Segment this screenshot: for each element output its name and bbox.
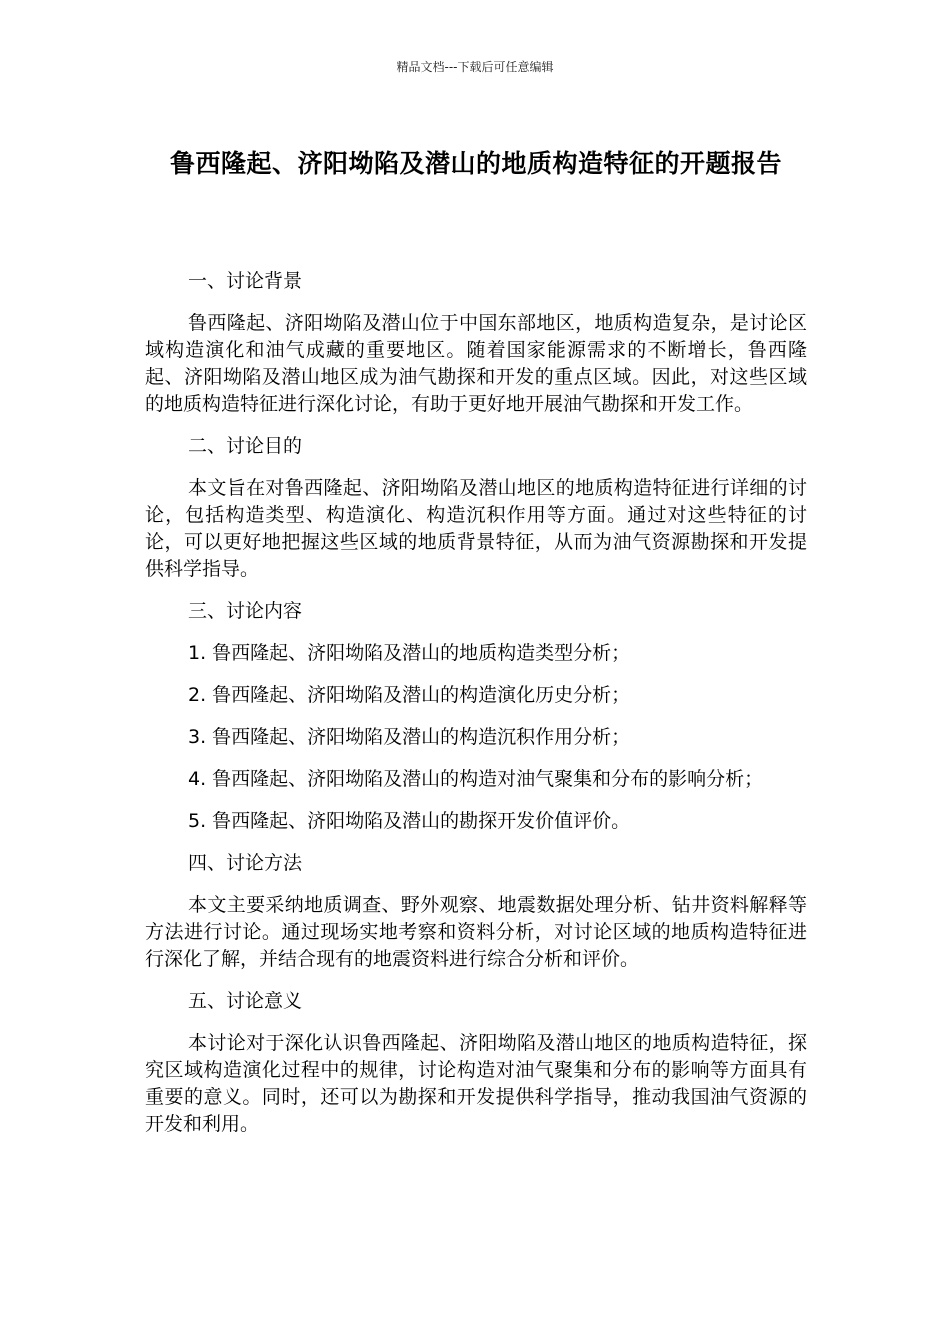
section-heading-method: 四、讨论方法: [188, 852, 303, 874]
document-title: 鲁西隆起、济阳坳陷及潜山的地质构造特征的开题报告: [169, 149, 782, 178]
section-text-background: 鲁西隆起、济阳坳陷及潜山位于中国东部地区，地质构造复杂，是讨论区域构造演化和油气成藏的重要地区。随着国家能源需求的不断增长，鲁西隆起、济阳坳陷及潜山地区成为油气勘探和开发的重点区域。因此，对这些区域的地质构造特征进行深化讨论，有助于更好地开展油气勘探和开发工作。: [145, 312, 807, 415]
section-text-method: 本文主要采纳地质调查、野外观察、地震数据处理分析、钻井资料解释等方法进行讨论。通过现场实地考察和资料分析，对讨论区域的地质构造特征进行深化了解，并结合现有的地震资料进行综合分析和评价。: [145, 894, 807, 970]
list-item: 2. 鲁西隆起、济阳坳陷及潜山的构造演化历史分析；: [188, 684, 631, 706]
list-item: 3. 鲁西隆起、济阳坳陷及潜山的构造沉积作用分析；: [188, 726, 631, 748]
section-heading-background: 一、讨论背景: [188, 270, 303, 292]
list-item: 5. 鲁西隆起、济阳坳陷及潜山的勘探开发价值评价。: [188, 810, 631, 832]
list-item: 4. 鲁西隆起、济阳坳陷及潜山的构造对油气聚集和分布的影响分析；: [188, 768, 764, 790]
document-body: [145, 268, 807, 1153]
section-text-significance: 本讨论对于深化认识鲁西隆起、济阳坳陷及潜山地区的地质构造特征，探究区域构造演化过程中的规律，讨论构造对油气聚集和分布的影响等方面具有重要的意义。同时，还可以为勘探和开发提供科学指导，推动我国油气资源的开发和利用。: [145, 1032, 807, 1135]
section-heading-content: 三、讨论内容: [188, 600, 303, 622]
section-heading-significance: 五、讨论意义: [188, 990, 303, 1012]
list-item: 1. 鲁西隆起、济阳坳陷及潜山的地质构造类型分析；: [188, 642, 631, 664]
page-header: 精品文档---下载后可任意编辑: [396, 60, 554, 74]
section-heading-purpose: 二、讨论目的: [188, 435, 303, 457]
section-text-purpose: 本文旨在对鲁西隆起、济阳坳陷及潜山地区的地质构造特征进行详细的讨论，包括构造类型、构造演化、构造沉积作用等方面。通过对这些特征的讨论，可以更好地把握这些区域的地质背景特征，从而为油气资源勘探和开发提供科学指导。: [145, 477, 807, 580]
